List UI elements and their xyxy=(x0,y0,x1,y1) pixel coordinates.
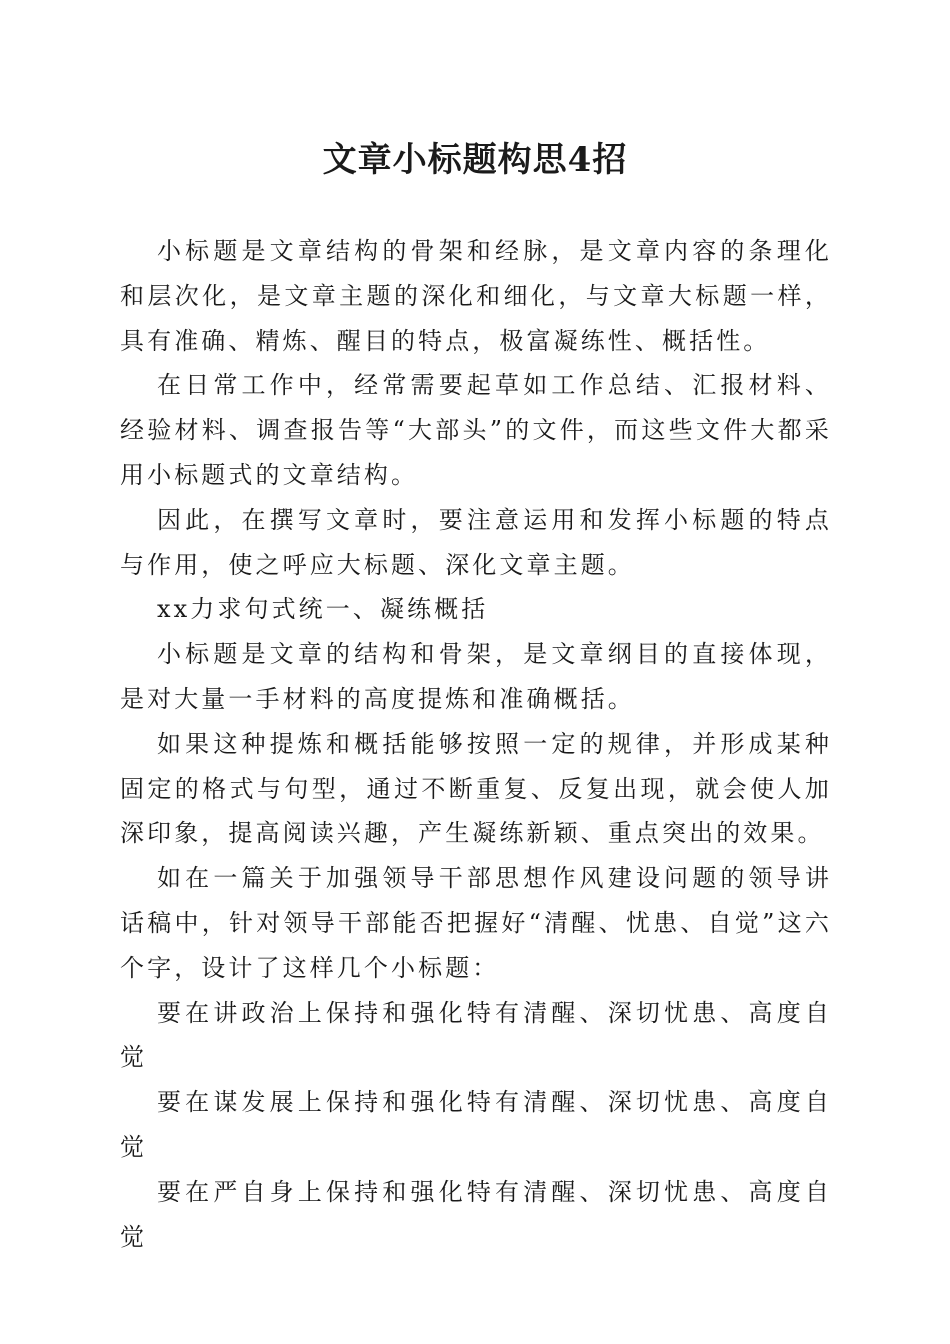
paragraph-structure: 小标题是文章的结构和骨架，是文章纲目的直接体现，是对大量一手材料的高度提炼和准确概括。 xyxy=(120,640,832,713)
paragraph-context: 在日常工作中，经常需要起草如工作总结、汇报材料、经验材料、调查报告等“大部头”的文件，而这些文件大都采用小标题式的文章结构。 xyxy=(120,371,832,489)
example-subheading: 要在讲政治上保持和强化特有清醒、深切忧患、高度自觉 xyxy=(120,998,832,1072)
paragraph-pattern: 如果这种提炼和概括能够按照一定的规律，并形成某种固定的格式与句型，通过不断重复、反复出现，就会使人加深印象，提高阅读兴趣，产生凝练新颖、重点突出的效果。 xyxy=(120,729,832,848)
paragraph-purpose: 因此，在撰写文章时，要注意运用和发挥小标题的特点与作用，使之呼应大标题、深化文章主题。 xyxy=(120,505,832,579)
document-body xyxy=(120,229,832,1259)
paragraph-intro: 小标题是文章结构的骨架和经脉，是文章内容的条理化和层次化，是文章主题的深化和细化，与文章大标题一样，具有准确、精炼、醒目的特点，极富凝练性、概括性。 xyxy=(120,237,832,355)
document-title: 文章小标题构思4招 xyxy=(322,140,628,180)
section-heading: xx力求句式统一、凝练概括 xyxy=(157,595,489,624)
paragraph-example-intro: 如在一篇关于加强领导干部思想作风建设问题的领导讲话稿中，针对领导干部能否把握好“清醒、忧患、自觉”这六个字，设计了这样几个小标题： xyxy=(120,864,832,982)
example-subheading: 要在谋发展上保持和强化特有清醒、深切忧患、高度自觉 xyxy=(120,1088,832,1161)
example-subheading: 要在严自身上保持和强化特有清醒、深切忧患、高度自觉 xyxy=(120,1177,832,1251)
